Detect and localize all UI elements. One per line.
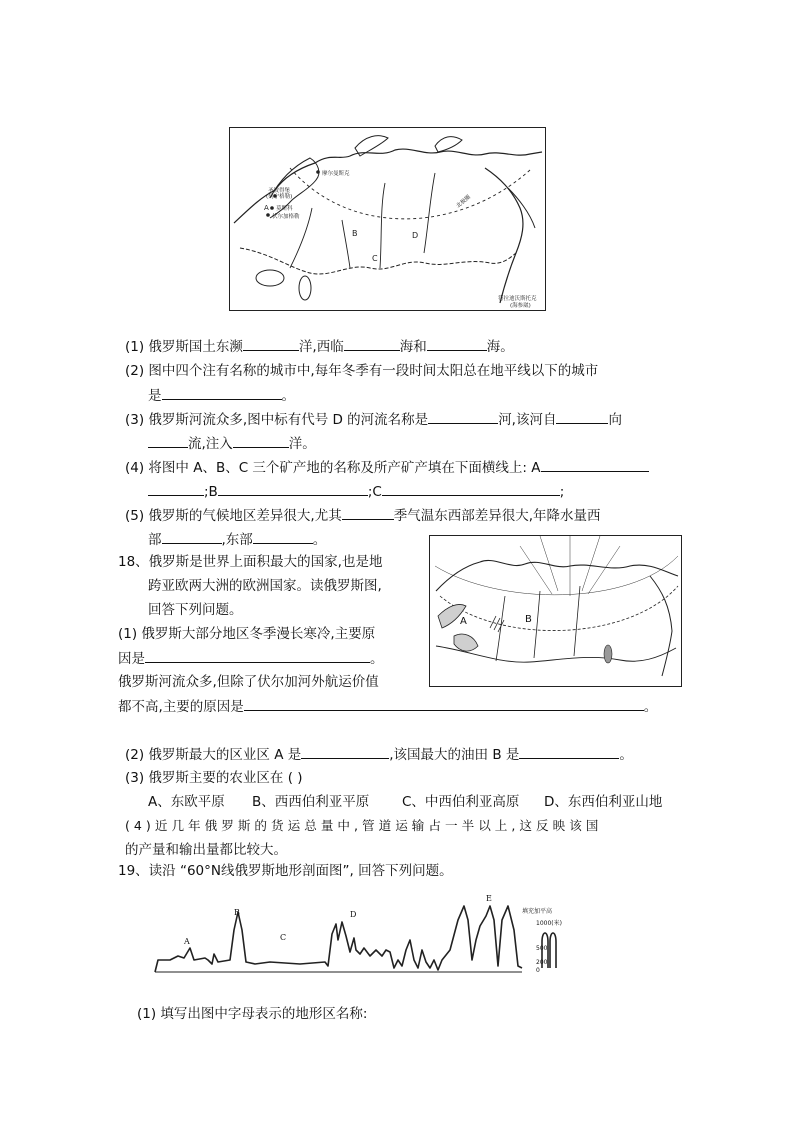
map1-city-moscow: 莫斯科 <box>276 206 293 212</box>
q17-l8-text-a: (5) 俄罗斯的气候地区差异很大,尤其 <box>125 508 342 524</box>
q18-option-d[interactable]: D、东西伯利亚山地 <box>544 794 663 810</box>
q17-blank-season[interactable] <box>342 506 394 520</box>
q17-blank-mineral-b[interactable] <box>218 482 368 496</box>
q17-line-9 <box>148 530 326 549</box>
q17-l9-text-c: 。 <box>312 532 327 548</box>
q17-blank-mineral-a[interactable] <box>541 458 649 472</box>
q18-p2-text-a: (2) 俄罗斯最大的区业区 A 是 <box>125 747 302 763</box>
q17-line-2: (2) 图中四个注有名称的城市中,每年冬季有一段时间太阳总在地平线以下的城市 <box>125 363 599 379</box>
q18-option-c[interactable]: C、中西伯利亚高原 <box>402 794 520 810</box>
q17-l3-text-a: 是 <box>148 388 162 404</box>
terrain-profile-drawing <box>150 890 570 980</box>
q18-p2-text-b: ,该国最大的油田 B 是 <box>389 747 520 763</box>
q18-p1-d <box>118 697 657 716</box>
map1-label-b: B <box>352 229 358 238</box>
profile-label-a: A <box>184 937 190 946</box>
q18-p2-text-c: 。 <box>619 747 633 763</box>
map1-label-a: A <box>264 204 269 212</box>
russia-map-1 <box>229 127 546 311</box>
q17-l1-text-a: (1) 俄罗斯国土东濒 <box>125 339 243 355</box>
q19-title: 19、读沿 “60°N线俄罗斯地形剖面图”, 回答下列问题。 <box>118 863 453 879</box>
q18-intro-1: 18、俄罗斯是世界上面积最大的国家,也是地 <box>118 554 383 570</box>
q18-option-b[interactable]: B、西西伯利亚平原 <box>252 794 370 810</box>
map1-city-stpetersburg: 圣彼得堡 <box>268 188 291 194</box>
q17-line-5 <box>148 434 316 453</box>
q17-l5-text-a: 流,注入 <box>188 436 233 452</box>
q17-line-7 <box>148 482 564 501</box>
q17-blank-ocean-east[interactable] <box>243 337 299 351</box>
map1-corner-note-2: (海参崴) <box>510 303 531 309</box>
map2-label-a: A <box>460 616 467 627</box>
q17-line-3 <box>148 386 295 405</box>
map1-label-c: C <box>372 254 378 263</box>
q18-blank-reason-rivers[interactable] <box>244 697 644 711</box>
map1-corner-note-1: 符拉迪沃斯托克 <box>498 296 537 302</box>
map1-arctic-circle-label: 北极圈 <box>455 194 472 210</box>
q17-blank-west-precip[interactable] <box>162 530 222 544</box>
profile-label-d: D <box>350 910 357 919</box>
q17-blank-mineral-a-2[interactable] <box>148 482 204 496</box>
q18-p1d-text-b: 。 <box>643 699 658 715</box>
russia-map-1-drawing <box>230 128 545 310</box>
q17-line-4 <box>125 410 622 429</box>
q18-intro-3: 回答下列问题。 <box>148 602 243 618</box>
q18-p1-c: 俄罗斯河流众多,但除了伏尔加河外航运价值 <box>118 674 379 690</box>
q17-blank-into-ocean[interactable] <box>233 434 289 448</box>
map1-label-d: D <box>412 231 419 240</box>
q17-blank-to[interactable] <box>148 434 188 448</box>
q18-p4-b: 的产量和输出量都比较大。 <box>125 842 287 858</box>
q17-blank-from[interactable] <box>556 410 608 424</box>
q17-line-6 <box>125 458 649 477</box>
q17-l8-text-b: 季气温东西部差异很大,年降水量西 <box>393 508 601 524</box>
q18-intro-2: 跨亚欧两大洲的欧洲国家。读俄罗斯图, <box>148 578 382 594</box>
scale-0: 0 <box>536 967 540 974</box>
q17-l4-text-c: 向 <box>608 412 622 428</box>
q19-p1: (1) 填写出图中字母表示的地形区名称: <box>137 1006 368 1022</box>
q18-p2 <box>125 745 633 764</box>
scale-1000: 1000(米) <box>536 920 562 927</box>
russia-map-2-drawing <box>430 536 681 686</box>
q18-blank-oilfield-b[interactable] <box>519 745 619 759</box>
profile-label-b: B <box>234 908 240 917</box>
q17-l4-text-b: 河,该河自 <box>498 412 557 428</box>
q17-blank-river[interactable] <box>428 410 498 424</box>
profile-label-e: E <box>486 894 492 903</box>
q17-l7-text-c: ; <box>559 484 565 500</box>
scale-500: 500 <box>536 945 548 952</box>
q17-line-8 <box>125 506 601 525</box>
q17-l4-text-a: (3) 俄罗斯河流众多,图中标有代号 D 的河流名称是 <box>125 412 429 428</box>
q18-p1d-text-a: 都不高,主要的原因是 <box>118 699 244 715</box>
q18-blank-reason-cold[interactable] <box>145 649 370 663</box>
q17-blank-east-precip[interactable] <box>253 530 313 544</box>
map1-city-murmansk: 摩尔曼斯克 <box>322 171 350 177</box>
profile-label-c: C <box>280 933 287 942</box>
q18-p1b-text-b: 。 <box>370 651 384 667</box>
q17-line-1 <box>125 337 514 356</box>
q17-l3-text-b: 。 <box>281 388 295 404</box>
map1-city-volgograd: 伏尔加格勒 <box>272 214 300 220</box>
russia-map-2 <box>429 535 682 687</box>
q17-l9-text-a: 部 <box>148 532 162 548</box>
q18-p1-a: (1) 俄罗斯大部分地区冬季漫长寒冷,主要原 <box>118 626 376 642</box>
scale-title: 填充加平高 <box>522 908 553 915</box>
q18-blank-industrial-a[interactable] <box>301 745 389 759</box>
q18-option-a[interactable]: A、东欧平原 <box>148 794 225 810</box>
q17-l5-text-b: 洋。 <box>288 436 316 452</box>
q18-p1b-text-a: 因是 <box>118 651 145 667</box>
q17-blank-sea-west-1[interactable] <box>344 337 400 351</box>
q17-l7-text-a: ;B <box>204 484 218 500</box>
map1-city-leningrad: (列宁格勒) <box>266 194 293 200</box>
q17-l1-text-b: 洋,西临 <box>298 339 344 355</box>
q17-l1-text-d: 海。 <box>486 339 514 355</box>
q17-l9-text-b: ,东部 <box>221 532 253 548</box>
scale-200: 200 <box>536 959 548 966</box>
q17-l6-text-a: (4) 将图中 A、B、C 三个矿产地的名称及所产矿产填在下面横线上: A <box>125 460 541 476</box>
map2-label-b: B <box>525 614 532 625</box>
q17-blank-city[interactable] <box>162 386 282 400</box>
q18-p3: (3) 俄罗斯主要的农业区在 ( ) <box>125 770 303 786</box>
q17-blank-sea-west-2[interactable] <box>427 337 487 351</box>
q18-p4-a: ( 4 ) 近 几 年 俄 罗 斯 的 货 运 总 量 中 , 管 道 运 输 占 一 半 以 上 , 这 反 映 该 国 <box>125 818 599 833</box>
q17-l7-text-b: ;C <box>367 484 382 500</box>
q17-blank-mineral-c[interactable] <box>382 482 560 496</box>
terrain-profile <box>150 890 570 980</box>
q18-p1-b <box>118 649 384 668</box>
q17-l1-text-c: 海和 <box>399 339 427 355</box>
